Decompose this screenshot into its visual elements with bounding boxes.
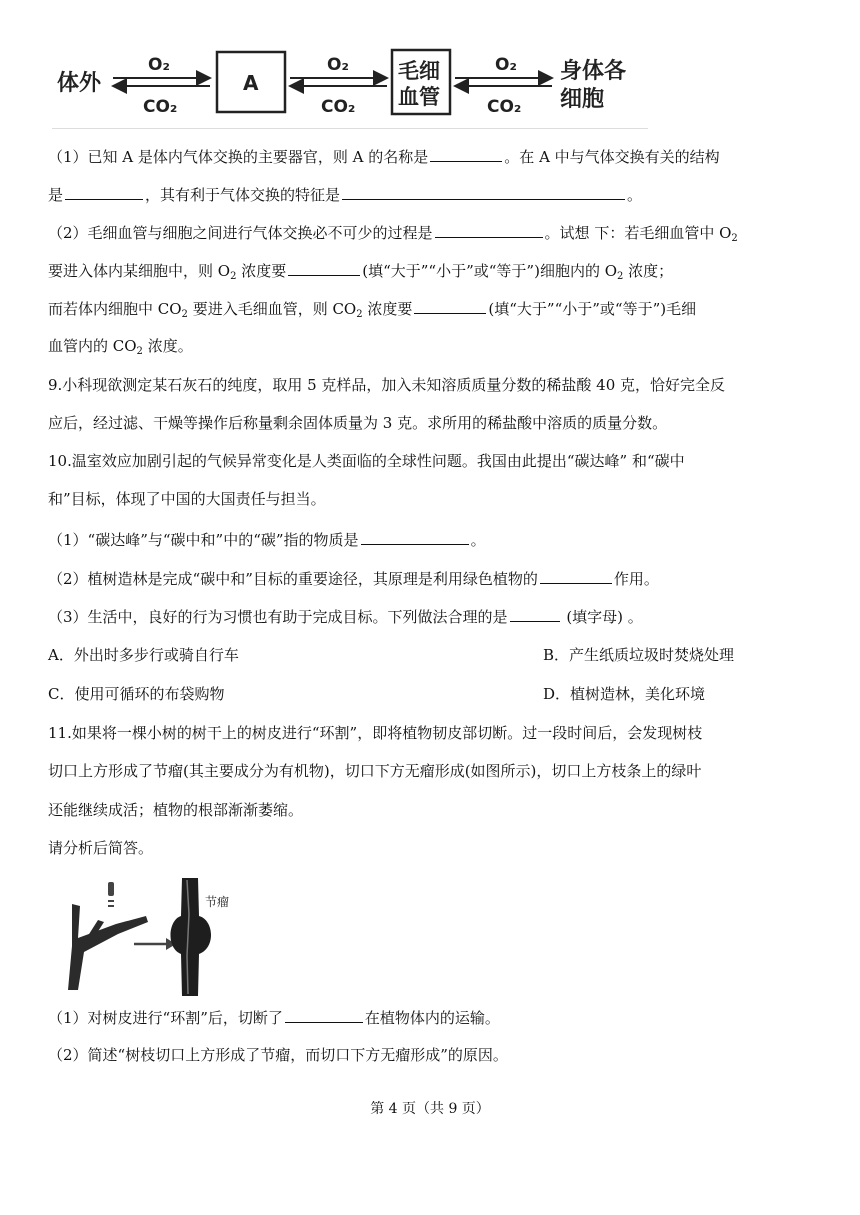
- q8-part2-line3: 而若体内细胞中 $CO_2$ 要进入毛细血管，则 $CO_2$ 浓度要 (填“大于”“小于”或“等于”)毛细: [48, 297, 696, 326]
- o2-label-1: O₂: [148, 55, 170, 75]
- q11-line1: 11.如果将一棵小树的树干上的树皮进行“环割”，即将植物韧皮部切断。过一段时间后，会发现树枝: [48, 724, 703, 742]
- q10-option-a[interactable]: A．外出时多步行或骑自行车: [48, 646, 239, 664]
- capillary-label-line1: 毛细: [398, 59, 440, 83]
- answer-blank[interactable]: [285, 1006, 363, 1023]
- answer-blank[interactable]: [435, 221, 543, 238]
- q8-part1-line2: 是 ，其有利于气体交换的特征是 。: [48, 183, 642, 206]
- answer-blank[interactable]: [430, 145, 502, 162]
- gas-exchange-diagram: [55, 40, 655, 128]
- capillary-label-line2: 血管: [398, 85, 440, 109]
- answer-blank[interactable]: [414, 297, 486, 314]
- answer-blank[interactable]: [342, 183, 625, 200]
- answer-blank[interactable]: [361, 528, 469, 545]
- answer-blank[interactable]: [510, 605, 560, 622]
- q10-sub3: （3）生活中，良好的行为习惯也有助于完成目标。下列做法合理的是 (填字母) 。: [48, 605, 643, 628]
- o2-label-2: O₂: [327, 55, 349, 75]
- q10-line2: 和”目标，体现了中国的大国责任与担当。: [48, 490, 326, 508]
- gall-label: 节瘤: [205, 895, 230, 909]
- answer-blank[interactable]: [288, 259, 360, 276]
- q10-option-c[interactable]: C．使用可循环的布袋购物: [48, 685, 225, 703]
- q8-part2-line2: 要进入体内某细胞中，则 $O_2$ 浓度要 (填“大于”“小于”或“等于”)细胞内的 $O_2$ 浓度；: [48, 259, 673, 288]
- q10-option-b[interactable]: B．产生纸质垃圾时焚烧处理: [543, 646, 735, 664]
- girdling-figure: [58, 876, 258, 998]
- diagram-rule: [52, 128, 648, 129]
- q11-line4: 请分析后简答。: [48, 839, 154, 857]
- branch-left: [68, 904, 148, 990]
- answer-blank[interactable]: [65, 183, 143, 200]
- q9-line1: 9.小科现欲测定某石灰石的纯度，取用 5 克样品，加入未知溶质质量分数的稀盐酸 40 克，恰好完全反: [48, 376, 726, 394]
- co2-label-3: CO₂: [487, 97, 522, 117]
- q8-part2-line1: （2）毛细血管与细胞之间进行气体交换必不可少的过程是 。试想 下：若毛细血管中 $O_2$: [48, 221, 738, 250]
- q8-part1-line1: （1）已知 A 是体内气体交换的主要器官，则 A 的名称是 。在 A 中与气体交换有关的结构: [48, 145, 720, 168]
- q9-line2: 应后，经过滤、干燥等操作后称量剩余固体质量为 3 克。求所用的稀盐酸中溶质的质量分数。: [48, 414, 668, 432]
- q8-part2-line4: 血管内的 $CO_2$ 浓度。: [48, 337, 193, 357]
- q11-sub2: （2）简述“树枝切口上方形成了节瘤，而切口下方无瘤形成”的原因。: [48, 1046, 508, 1064]
- cells-label-line2: 细胞: [560, 87, 605, 112]
- q11-line3: 还能继续成活；植物的根部渐渐萎缩。: [48, 801, 304, 819]
- cells-label-line1: 身体各: [560, 59, 627, 84]
- cut-mark: [108, 882, 114, 896]
- q11-line2: 切口上方形成了节瘤(其主要成分为有机物)，切口下方无瘤形成(如图所示)，切口上方枝条上的绿叶: [48, 762, 702, 780]
- box-a-label: A: [243, 71, 259, 95]
- outside-label: 体外: [57, 71, 102, 96]
- q10-option-d[interactable]: D．植树造林，美化环境: [543, 685, 706, 703]
- co2-label-1: CO₂: [143, 97, 178, 117]
- o2-label-3: O₂: [495, 55, 517, 75]
- q10-line1: 10.温室效应加剧引起的气候异常变化是人类面临的全球性问题。我国由此提出“碳达峰” 和“碳中: [48, 452, 685, 470]
- q10-sub1: （1）“碳达峰”与“碳中和”中的“碳”指的物质是 。: [48, 528, 486, 551]
- q11-sub1: （1）对树皮进行“环割”后，切断了 在植物体内的运输。: [48, 1006, 500, 1029]
- page-footer: 第 4 页（共 9 页）: [370, 1101, 490, 1117]
- co2-label-2: CO₂: [321, 97, 356, 117]
- q10-sub2: （2）植树造林是完成“碳中和”目标的重要途径，其原理是利用绿色植物的 作用。: [48, 567, 659, 590]
- answer-blank[interactable]: [540, 567, 612, 584]
